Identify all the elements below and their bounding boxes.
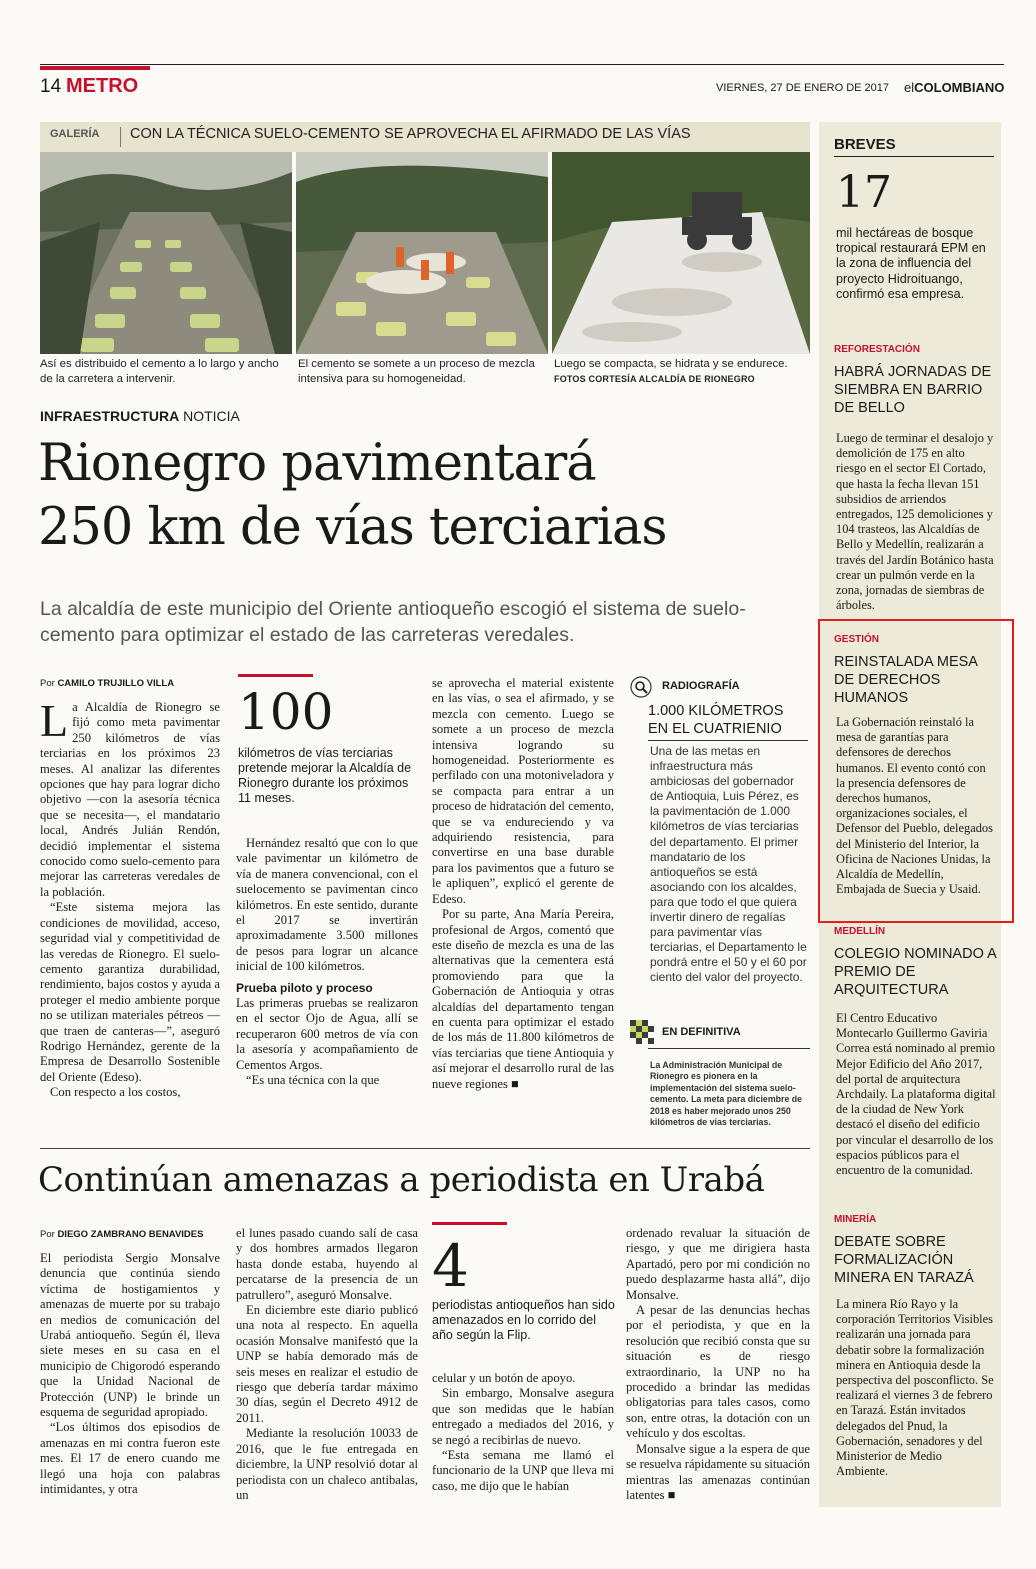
gallery-caption-1: Así es distribuido el cemento a lo largo y ancho de la carretera a intervenir.: [40, 358, 279, 385]
brief-title: COLEGIO NOMINADO A PREMIO DE ARQUITECTURA: [834, 946, 996, 998]
article2-column-3: [432, 1371, 614, 1494]
article1-column-1: [40, 695, 220, 1101]
gallery-separator: [120, 127, 121, 147]
article2-headline: Continúan amenazas a periodista en Urabá: [38, 1160, 765, 1200]
headline-line-1: Rionegro pavimentará: [38, 434, 596, 493]
gallery-photo-2: [296, 152, 548, 354]
highlight-box: [818, 619, 1014, 923]
headline-line-2: 250 km de vías terciarias: [38, 498, 667, 557]
article1-column-3: [432, 676, 614, 1092]
en-definitiva-text: La Administración Municipal de Rionegro es pionera en la implementación del sistema suelo-cemento. La meta para diciembre de 2018 es haber mejorado unos 250 kilómetros de vías terciarias.: [650, 1060, 803, 1128]
article-deck: La alcaldía de este municipio del Oriente antioqueño escogió el sistema de suelo-cemento para optimizar el estado de las carreteras veredales.: [40, 598, 746, 646]
article2-column-2: [236, 1226, 418, 1503]
brief-title: DEBATE SOBRE FORMALIZACIÓN MINERA EN TARAZÁ: [834, 1234, 974, 1286]
article2-byline: [40, 1229, 203, 1240]
sidebar-stat-text: mil hectáreas de bosque tropical restaurará EPM en la zona de influencia del proyecto Hidroituango, confirmó esa empresa.: [836, 226, 986, 301]
paragraph-text: Monsalve sigue a la espera de que se resuelva rápidamente su situación mientras las amenazas continúan latentes: [626, 1441, 810, 1502]
article-byline: [40, 678, 174, 689]
drop-cap: L: [40, 695, 69, 746]
newspaper-prefix: el: [904, 80, 915, 95]
paragraph: “Esta semana me llamó el funcionario de la UNP que lleva mi caso, me dijo que le habían: [432, 1448, 614, 1493]
page-number: 14: [40, 76, 62, 97]
brief-text: La Gobernación reinstaló la mesa de garantías para defensores de derechos humanos. El evento contó con la presencia defensores de derechos humanos, organizaciones sociales, el Defensor del Pueblo, delegados del Ministerio del Interior, la Oficina de Naciones Unidas, la Alcaldía de Medellín, Embajada de Suecia y Usaid.: [836, 715, 993, 897]
paragraph: ordenado revaluar la situación de riesgo, y que me dirigiera hasta Apartadó, pero por mi condición no puedo desplazarme hasta allá”, dijo Monsalve.: [626, 1226, 810, 1302]
brief-title: REINSTALADA MESA DE DERECHOS HUMANOS: [834, 654, 978, 706]
gallery-caption-2: El cemento se somete a un proceso de mezcla intensiva para su homogeneidad.: [298, 358, 535, 385]
paragraph: el lunes pasado cuando salí de casa y dos hombres armados llegaron hasta donde estaba, huyendo al percatarse de la presencia de un patrullero”, aseguró Monsalve.: [236, 1226, 418, 1302]
stat-description: kilómetros de vías terciarias pretende mejorar la Alcaldía de Rionegro durante los próximos 11 meses.: [238, 746, 412, 805]
paragraph: “Los últimos dos episodios de amenazas en mi contra fueron este mes. El 17 de enero cuando me llegó una hoja con palabras intimidantes, y otra: [40, 1420, 220, 1497]
brief-text: Luego de terminar el desalojo y demolición de 175 en alto riesgo en el sector El Cortado, que hasta la fecha llevan 151 subsidios de arriendos entregados, 125 demoliciones y 104 trasteos, las Alcaldías de Bello y Medellín, realizarán a través del Jardín Botánico hasta crear un pulmón verde en la zona, jornadas de siembras de árboles.: [836, 431, 994, 613]
subheading: Prueba piloto y proceso: [236, 980, 373, 995]
breves-rule: [834, 156, 994, 157]
brief-text: El Centro Educativo Montecarlo Guillermo Gaviria Correa está nominado al premio Mejor Edificio del Año 2017, del portal de arquitectura Archdaily. La plataforma digital de la ciudad de New York destacó el diseño del edificio por vincular el desarrollo de los espacios públicos para el encuentro de la comunidad.: [836, 1011, 996, 1178]
gallery-caption-3-text: Luego se compacta, se hidrata y se endurece.: [554, 358, 788, 370]
byline-author: DIEGO ZAMBRANO BENAVIDES: [57, 1229, 204, 1240]
article2-column-1: [40, 1251, 220, 1498]
paragraph: En diciembre este diario publicó una nota al respecto. En aquella ocasión Monsalve manifestó que la UNP se había demorado más de seis meses en realizar el estudio de riesgo que debería tardar máximo 30 días, según el Decreto 4912 de 2011.: [236, 1303, 418, 1425]
article-divider: [40, 1148, 810, 1149]
publication-date: VIERNES, 27 DE ENERO DE 2017: [716, 82, 890, 94]
gallery-title: CON LA TÉCNICA SUELO-CEMENTO SE APROVECHA EL AFIRMADO DE LAS VÍAS: [130, 126, 691, 142]
paragraph: Mediante la resolución 10033 de 2016, que le fue entregada en diciembre, la UNP resolvió dotar al periodista con un chaleco antibalas, un: [236, 1426, 418, 1502]
stat-number: 100: [238, 683, 334, 741]
radiografia-text: Una de las metas en infraestructura más ambiciosas del gobernador de Antioquia, Luis Pérez, es la pavimentación de 1.000 kilómetros de vías terciarias del departamento. El primer mandatario de los antioqueños se está asociando con los alcaldes, para que todo el que quiera invertir dinero de regalías para pavimentar vías terciarias, el Departamento le pondrá entre el 50 y el 60 por ciento del valor del proyecto.: [650, 744, 807, 985]
stat-accent-line: [238, 674, 313, 677]
brief-title: HABRÁ JORNADAS DE SIEMBRA EN BARRIO DE BELLO: [834, 364, 992, 416]
section-accent-bar: [40, 66, 150, 70]
brief-mineria: [834, 1214, 996, 1479]
radiografia-label: RADIOGRAFÍA: [662, 680, 740, 692]
radiografia-title-line-2: EN EL CUATRIENIO: [648, 721, 782, 737]
brief-text: La minera Río Rayo y la corporación Territorios Visibles realizarán una jornada para debatir sobre la formalización minera en Antioquia desde la perspectiva del posconflicto. Se realizará el viernes 3 de febrero en Tarazá. Están invitados delegados del Pnud, la Gobernación, senadores y del Ministerior de Medio Ambiente.: [836, 1297, 994, 1479]
photo-credit: FOTOS CORTESÍA ALCALDÍA DE RIONEGRO: [554, 373, 755, 384]
article-headline: [38, 432, 818, 560]
gallery-photo-1: [40, 152, 292, 354]
end-mark-icon: ■: [511, 1076, 519, 1091]
brief-medellin: [834, 926, 996, 1178]
paragraph: Sin embargo, Monsalve asegura que son medidas que le habían entregado a mediados del 2016, y se negó a recibirlas de nuevo.: [432, 1386, 614, 1447]
stat-accent-line: [432, 1222, 507, 1225]
kicker-section: INFRAESTRUCTURA: [40, 408, 180, 424]
article1-column-2: [236, 836, 418, 1089]
brief-section: GESTIÓN: [834, 634, 880, 645]
paragraph: “Este sistema mejora las condiciones de movilidad, acceso, seguridad vial y competitividad de las veredas de Rionegro. El suelo-cemento garantiza durabilidad, rendimiento, bajos costos y ayuda a proteger el medio ambiente porque no se utilizan materiales pétreos —que traen de canteras—”, aseguró Rodrigo Hernández, gerente de la Empresa de Desarrollo Sostenible del Oriente (Edeso).: [40, 900, 220, 1084]
byline-author: CAMILO TRUJILLO VILLA: [57, 678, 175, 689]
byline-prefix: Por: [40, 678, 55, 689]
paragraph-text: Por su parte, Ana María Pereira, profesional de Argos, comentó que este diseño de mezcla es una de las alternativas que la cementera está promoviendo para que la Gobernación de Antioquia y otras alcaldías del departamento tengan en cuenta para optimizar el estado de los más de 11.800 kilómetros de vías terciarias que tiene Antioquia y así mejorar el desarrollo rural de las nueve regiones: [432, 907, 614, 1091]
end-mark-icon: ■: [667, 1487, 676, 1502]
gallery-label: GALERÍA: [50, 128, 100, 140]
paragraph: Las primeras pruebas se realizaron en el sector Ojo de Agua, allí se recuperaron 600 metros de vía con la asesoría y acompañamiento de Cementos Argos.: [236, 996, 418, 1072]
paragraph: Con respecto a los costos,: [50, 1085, 181, 1100]
kicker-type: NOTICIA: [183, 408, 240, 424]
paragraph: [626, 1442, 810, 1504]
paragraph: Hernández resaltó que con lo que vale pavimentar un kilómetro de vía de manera convencional, con el suelocemento se pavimentan cinco kilómetros. En este sentido, durante el 2017 se invertirán aproximadamente 3.500 millones de pesos para lograr un alcance inicial de 100 kilómetros.: [236, 836, 418, 974]
en-definitiva-rule: [648, 1048, 810, 1049]
paragraph: celular y un botón de apoyo.: [432, 1371, 576, 1385]
radiografia-rule: [648, 740, 808, 741]
article2-column-4: [626, 1226, 810, 1503]
newspaper-name: [904, 80, 1004, 95]
brief-section: MEDELLÍN: [834, 926, 886, 937]
gallery-caption-3: [554, 357, 810, 386]
paragraph: A pesar de las denuncias hechas por el periodista, y que en la resolución que recibió consta que su situación es de riesgo extraordinario, la UNP no ha procedido a brindar las medidas obligatorias para tales casos, como son, entre otras, la dotación con un vehículo y dos escoltas.: [626, 1303, 810, 1441]
paragraph: a Alcaldía de Rionegro se fijó como meta pavimentar 250 kilómetros de vías terciarias en los próximos 23 meses. Al analizar las diferentes opciones que hay para lograr dicho objetivo —con la asesoría técnica que se necesita—, el mandatario local, Andrés Julián Rendón, decidió implementar el sistema conocido como suelo-cemento para mejorar las carreteras veredales de la población.: [40, 700, 220, 899]
paragraph: El periodista Sergio Monsalve denuncia que continúa siendo víctima de hostigamientos y amenazas de muerte por su trabajo en medios de comunicación del Urabá antioqueño. Según él, lleva siete meses en su casa en el municipio de Chigorodó esperando que la Unidad Nacional de Protección (UNP) le brinde un esquema de seguridad apropiado.: [40, 1251, 220, 1420]
radiografia-title: [648, 702, 783, 738]
byline-prefix: Por: [40, 1229, 55, 1240]
brief-reforestacion: [834, 344, 996, 613]
en-definitiva-label: EN DEFINITIVA: [662, 1026, 741, 1038]
stat-number: 4: [432, 1232, 469, 1300]
breves-title: BREVES: [834, 136, 896, 153]
article-kicker: [40, 408, 240, 424]
paragraph: “Es una técnica con la que: [246, 1073, 380, 1088]
paragraph: [432, 907, 614, 1092]
checker-icon: [630, 1020, 654, 1044]
magnifier-icon: [630, 676, 652, 698]
sidebar-stat-number: 17: [836, 167, 892, 218]
radiografia-title-line-1: 1.000 KILÓMETROS: [648, 703, 784, 719]
brief-section: MINERÍA: [834, 1214, 877, 1225]
brief-section: REFORESTACIÓN: [834, 344, 920, 355]
newspaper-title: COLOMBIANO: [914, 80, 1005, 95]
gallery-photo-3: [552, 152, 810, 354]
top-rule: [40, 64, 1004, 65]
section-name: METRO: [66, 75, 139, 97]
stat-description: periodistas antioqueños han sido amenazados en lo corrido del año según la Flip.: [432, 1298, 615, 1342]
paragraph: se aprovecha el material existente en las vías, o sea el afirmado, y se mezcla con cemento. Luego se somete a un proceso de mezcla intensiva logrando su homogeneidad. Posteriormente es perfilado con una motoniveladora y se compacta para entrar a un proceso de hidratación del cemento, que se va endureciendo y va adquiriendo resistencia, para convertirse en una base durable para los pavimentos que a futuro se le apliquen”, explicó el gerente de Edeso.: [432, 676, 614, 906]
